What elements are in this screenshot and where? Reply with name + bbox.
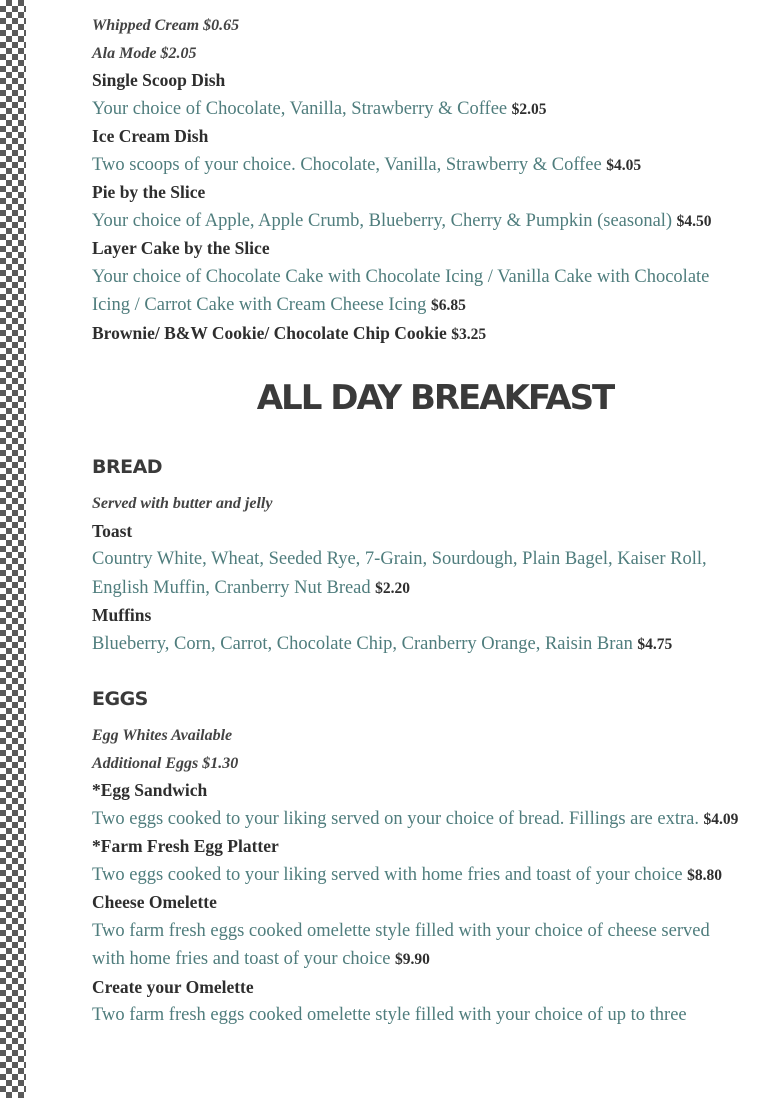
item-price: $2.20 — [375, 579, 411, 597]
item-description — [92, 630, 768, 659]
item-price: $4.05 — [606, 156, 642, 174]
menu-note: Whipped Cream $0.65 — [92, 17, 240, 34]
menu-note: Served with butter and jelly — [92, 495, 273, 512]
item-description — [92, 207, 762, 236]
menu-note: Egg Whites Available — [92, 727, 233, 744]
item-description — [92, 917, 742, 974]
item-price: $4.09 — [703, 810, 739, 828]
item-price: $4.50 — [676, 212, 712, 230]
section-title: ALL DAY BREAKFAST — [256, 378, 614, 418]
checkered-border — [0, 0, 26, 1098]
item-name: Pie by the Slice — [92, 182, 206, 202]
item-name: *Farm Fresh Egg Platter — [92, 836, 279, 856]
item-desc-text: Two eggs cooked to your liking served on your choice of bread. Fillings are extra. — [92, 808, 699, 829]
item-name: Brownie/ B&W Cookie/ Chocolate Chip Cookie — [92, 322, 447, 343]
item-desc-text: Two farm fresh eggs cooked omelette style filled with your choice of up to three — [92, 1005, 687, 1025]
item-description — [92, 545, 752, 602]
item-desc-text: Your choice of Chocolate, Vanilla, Strawberry & Coffee — [92, 98, 508, 119]
item-name: Ice Cream Dish — [92, 126, 209, 146]
item-price: $2.05 — [511, 100, 547, 118]
item-name: Create your Omelette — [92, 976, 254, 997]
item-price: $4.75 — [637, 635, 673, 653]
item-name: Muffins — [92, 605, 152, 625]
bread-heading: BREAD — [92, 456, 163, 478]
item-desc-text: Two eggs cooked to your liking served with home fries and toast of your choice — [92, 864, 683, 885]
item-name: Single Scoop Dish — [92, 70, 226, 90]
item-price: $3.25 — [451, 325, 487, 343]
item-desc-text: Your choice of Apple, Apple Crumb, Blueberry, Cherry & Pumpkin (seasonal) — [92, 210, 673, 231]
item-price: $9.90 — [394, 951, 430, 968]
item-description — [92, 1001, 768, 1030]
item-description — [92, 95, 768, 124]
item-name: *Egg Sandwich — [92, 780, 208, 800]
item-price: $6.85 — [430, 297, 466, 314]
brownie-item — [92, 320, 768, 349]
item-description — [92, 263, 722, 320]
menu-note: Additional Eggs $1.30 — [92, 754, 239, 772]
item-description — [92, 861, 768, 890]
item-desc-text: Blueberry, Corn, Carrot, Chocolate Chip, Cranberry Orange, Raisin Bran — [92, 633, 633, 654]
item-name: Layer Cake by the Slice — [92, 238, 270, 258]
item-description — [92, 805, 742, 834]
menu-note: Ala Mode $2.05 — [92, 44, 197, 62]
item-name: Toast — [92, 520, 133, 541]
item-name: Cheese Omelette — [92, 892, 217, 912]
eggs-heading: EGGS — [92, 688, 148, 710]
item-desc-text: Two scoops of your choice. Chocolate, Vanilla, Strawberry & Coffee — [92, 154, 602, 175]
item-description — [92, 151, 768, 180]
item-desc-text: Your choice of Chocolate Cake with Chocolate Icing / Vanilla Cake with Chocolate Icing / Carrot Cake with Cream Cheese Icing — [92, 266, 710, 315]
item-price: $8.80 — [687, 866, 722, 884]
item-desc-text: Two farm fresh eggs cooked omelette style filled with your choice of cheese served with home fries and toast of your choice — [92, 920, 710, 969]
item-desc-text: Country White, Wheat, Seeded Rye, 7-Grain, Sourdough, Plain Bagel, Kaiser Roll, English Muffin, Cranberry Nut Bread — [92, 549, 707, 598]
menu-page — [92, 12, 768, 1030]
